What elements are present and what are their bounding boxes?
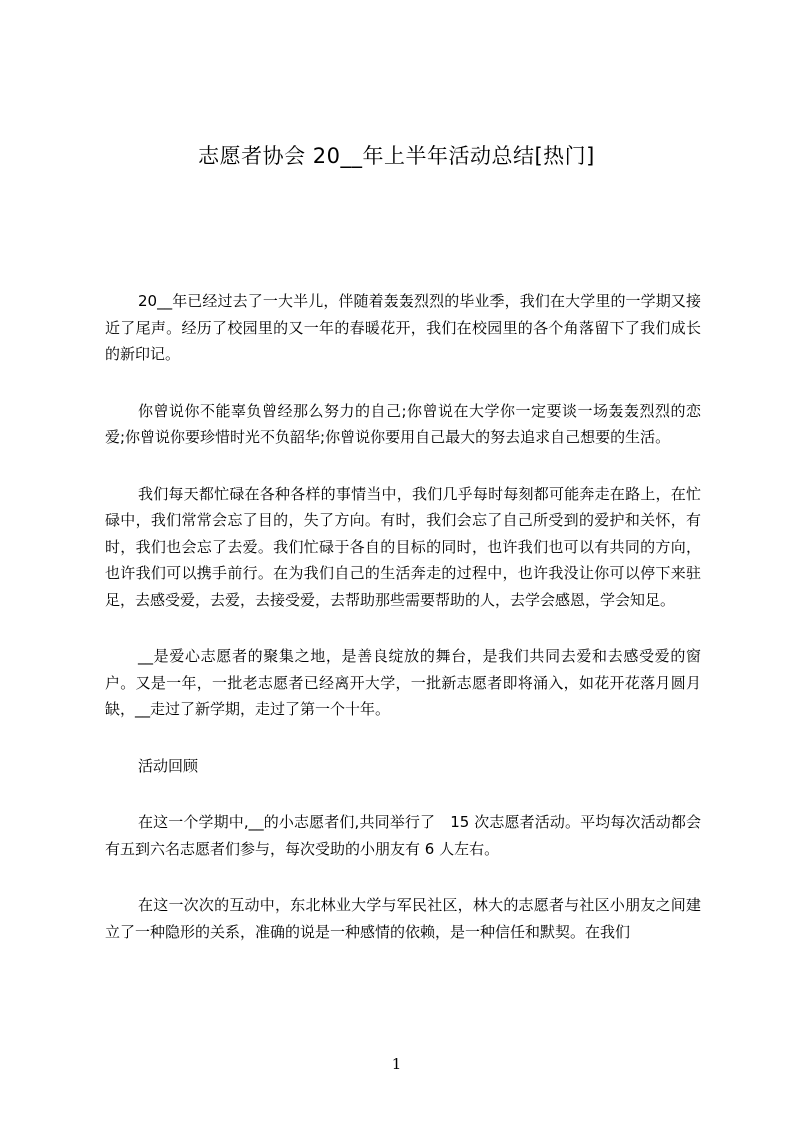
page-number: 1	[391, 1055, 402, 1073]
section-heading-activity-review: 活动回顾	[138, 756, 199, 775]
paragraph-promises: 你曾说你不能辜负曾经那么努力的自己;你曾说在大学你一定要谈一场轰轰烈烈的恋爱;你曾说你要珍惜时光不负韶华;你曾说你要用自己最大的努去追求自己想要的生活。	[105, 401, 701, 446]
document-title: 志愿者协会 20__年上半年活动总结[热门]	[198, 144, 595, 168]
paragraph-intro: 20__年已经过去了一大半儿，伴随着轰轰烈烈的毕业季，我们在大学里的一学期又接近了尾声。经历了校园里的又一年的春暖花开，我们在校园里的各个角落留下了我们成长的新印记。	[105, 292, 701, 363]
paragraph-volunteer-home: __是爱心志愿者的聚集之地，是善良绽放的舞台，是我们共同去爱和去感受爱的窗户。又是一年，一批老志愿者已经离开大学，一批新志愿者即将涌入，如花开花落月圆月缺，__走过了新学期，走过了第一个十年。	[105, 647, 701, 718]
document-body	[105, 288, 701, 975]
paragraph-busy-life: 我们每天都忙碌在各种各样的事情当中，我们几乎每时每刻都可能奔走在路上，在忙碌中，我们常常会忘了目的，失了方向。有时，我们会忘了自己所受到的爱护和关怀，有时，我们也会忘了去爱。我们忙碌于各自的目标的同时，也许我们也可以有共同的方向，也许我们可以携手前行。在为我们自己的生活奔走的过程中，也许我没让你可以停下来驻足，去感受爱，去爱，去接受爱，去帮助那些需要帮助的人，去学会感恩，学会知足。	[105, 484, 701, 609]
paragraph-activity-count: 在这一个学期中,__的小志愿者们,共同举行了 15 次志愿者活动。平均每次活动都会有五到六名志愿者们参与，每次受助的小朋友有 6 人左右。	[105, 813, 701, 858]
paragraph-interaction: 在这一次次的互动中，东北林业大学与军民社区，林大的志愿者与社区小朋友之间建立了一种隐形的关系，准确的说是一种感情的依赖，是一种信任和默契。在我们	[105, 896, 701, 941]
